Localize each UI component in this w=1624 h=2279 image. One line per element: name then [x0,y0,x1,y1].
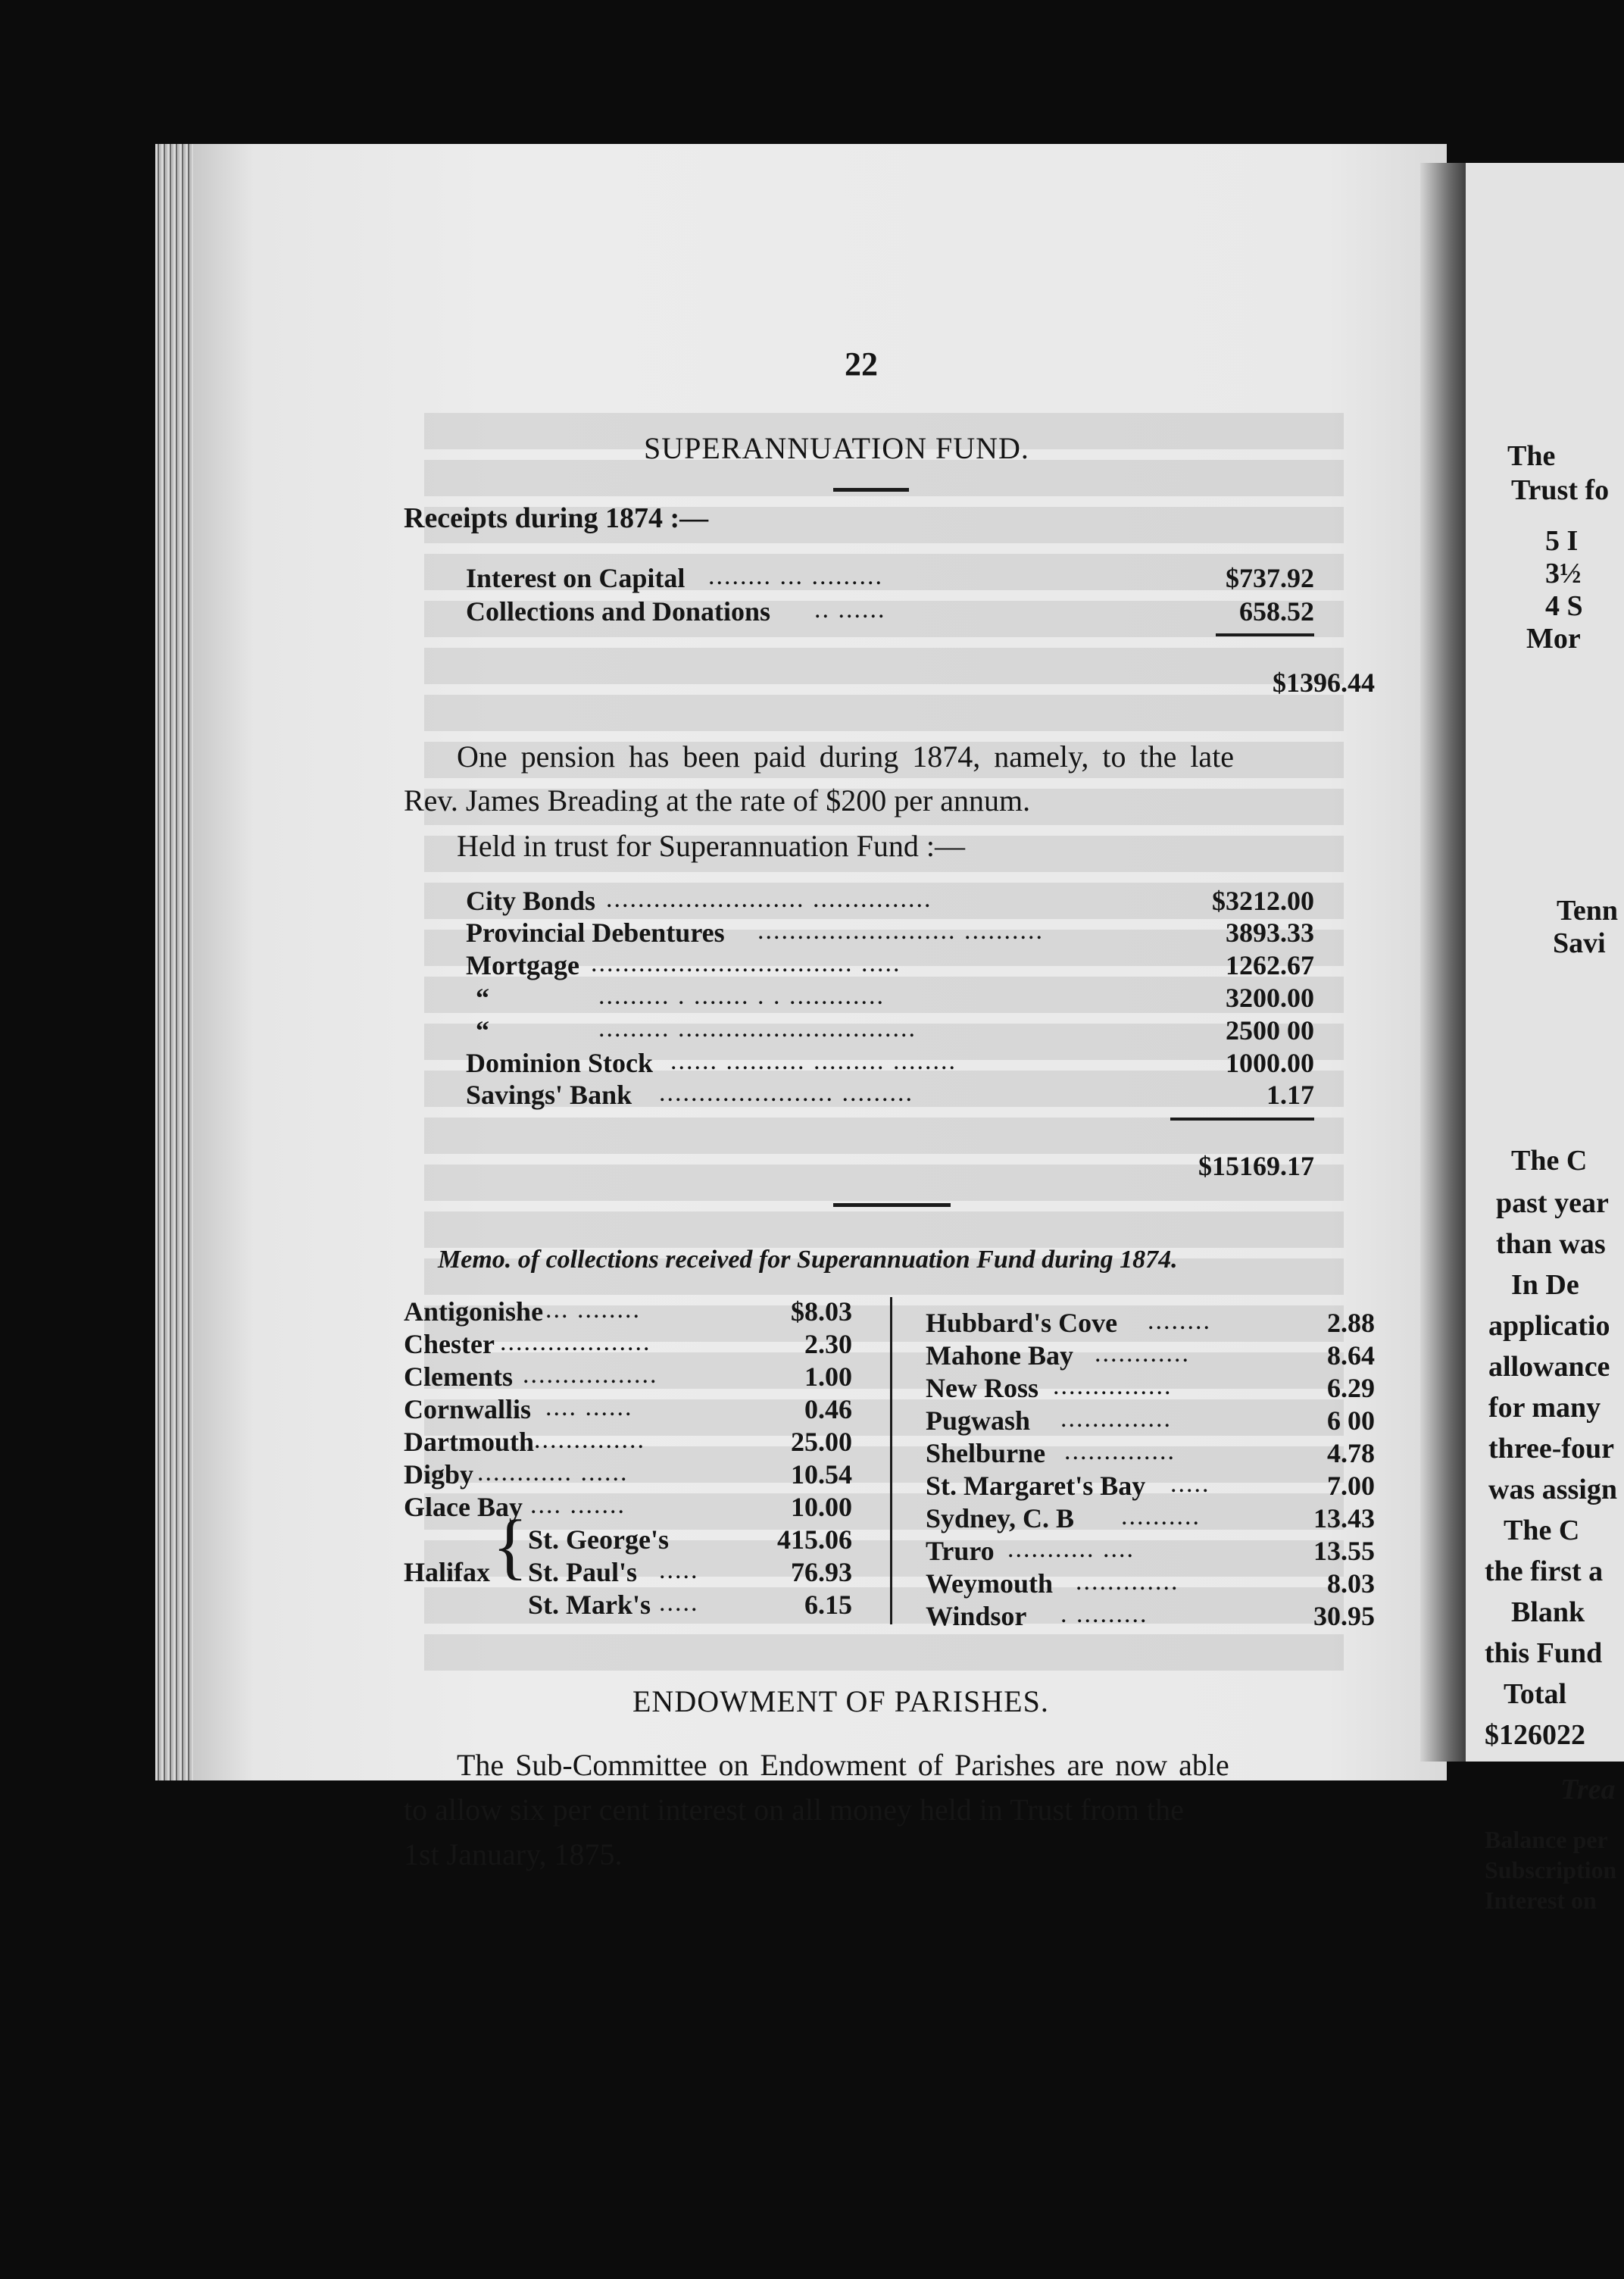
halifax-parish-amount: 6.15 [804,1590,852,1620]
collection-name: Clements [404,1361,513,1392]
collection-amount: 8.03 [1327,1568,1375,1599]
leader-dots: ................................. ..... [591,949,901,977]
halifax-parish-name: St. George's [528,1524,669,1555]
leader-dots: ............... [1053,1372,1173,1400]
right-page-fragment: Interest on [1485,1887,1597,1914]
leader-dots: .............. [1060,1405,1172,1433]
leader-dots: ......................... ............... [606,885,932,913]
collection-amount: 30.95 [1313,1601,1375,1631]
right-page-fragment: for many [1488,1392,1601,1424]
collection-amount: 6 00 [1327,1405,1375,1436]
leader-dots: .............. [534,1426,645,1454]
collection-name: St. Margaret's Bay [926,1471,1146,1501]
right-page-fragment: applicatio [1488,1310,1610,1342]
leader-dots: ...... .......... ......... ........ [670,1047,957,1075]
right-page-fragment: Trea [1560,1774,1616,1805]
holding-label: Provincial Debentures [466,918,725,948]
sum-rule [1170,1118,1314,1121]
holding-amount: $3212.00 [1212,886,1314,916]
section-divider [833,1203,951,1207]
collection-amount: 25.00 [791,1427,852,1457]
section-title-superannuation: SUPERANNUATION FUND. [644,431,1029,465]
leader-dots: ............ ...... [477,1458,629,1487]
right-page-fragment: 3½ [1545,558,1582,589]
leader-dots: ... ........ [545,1296,641,1324]
leader-dots: .............. [1064,1437,1176,1465]
right-page-fragment: Tenn [1557,895,1618,927]
leader-dots: ........ ... ......... [708,562,883,590]
right-page-fragment: this Fund [1485,1637,1603,1669]
leader-dots: ..... [1170,1470,1210,1498]
section-title-endowment: ENDOWMENT OF PARISHES. [632,1684,1049,1718]
right-page-fragment: was assign [1488,1474,1617,1505]
collection-name: Hubbard's Cove [926,1308,1118,1338]
collection-name: Weymouth [926,1568,1054,1599]
endowment-paragraph-line: The Sub-Committee on Endowment of Parishes are now able [457,1748,1229,1782]
halifax-parish-amount: 76.93 [791,1557,852,1587]
collection-amount: 13.55 [1313,1536,1375,1566]
collection-name: Cornwallis [404,1394,532,1424]
collection-name: Pugwash [926,1405,1031,1436]
leader-dots: ........... .... [1007,1535,1135,1563]
holding-label: Savings' Bank [466,1080,632,1110]
right-page-fragment: The [1507,440,1556,472]
leader-dots: ......... . ....... . . ............ [598,982,885,1010]
right-page-fragment: The C [1504,1515,1580,1546]
column-divider [890,1297,892,1624]
right-page-fragment: The C [1511,1145,1588,1177]
leader-dots: .. ...... [814,596,886,624]
title-rule [833,488,909,492]
collection-amount: 8.64 [1327,1340,1375,1371]
holding-amount: 1.17 [1266,1080,1314,1110]
collection-name: New Ross [926,1373,1038,1403]
leader-dots: ......................... .......... [757,917,1044,945]
collection-amount: 13.43 [1313,1503,1375,1533]
right-page-fragment: $126022 [1485,1719,1585,1751]
leader-dots: ............. [1076,1568,1179,1596]
leader-dots: .... ....... [530,1491,626,1519]
right-page-fragment: Savi [1553,927,1606,959]
right-page-fragment: Blank [1511,1596,1585,1628]
right-page-fragment: 4 S [1545,590,1583,622]
holdings-total: $15169.17 [1198,1151,1314,1181]
right-page-fragment: three-four [1488,1433,1615,1465]
receipt-amount: 658.52 [1239,596,1314,627]
leader-dots: .... ...... [545,1393,633,1421]
collection-amount: 4.78 [1327,1438,1375,1468]
right-page-fragment: 5 I [1545,525,1579,557]
leader-dots: ................. [523,1361,658,1389]
collection-amount: 7.00 [1327,1471,1375,1501]
leader-dots: ............ [1095,1340,1190,1368]
collection-amount: 10.54 [791,1459,852,1490]
halifax-label: Halifax [404,1557,490,1587]
holding-amount: 2500 00 [1226,1015,1314,1046]
collection-amount: $8.03 [791,1296,852,1327]
right-page-fragment: Balance per [1485,1826,1608,1853]
memo-heading: Memo. of collections received for Superannuation Fund during 1874. [438,1246,1178,1274]
holding-label: City Bonds [466,886,596,916]
collection-amount: 0.46 [804,1394,852,1424]
collection-name: Shelburne [926,1438,1046,1468]
collection-amount: 6.29 [1327,1373,1375,1403]
holding-label: “ [476,983,489,1013]
receipts-total: $1396.44 [1273,667,1375,698]
receipt-amount: $737.92 [1226,563,1314,593]
holding-amount: 3893.33 [1226,918,1314,948]
right-page-fragment: than was [1496,1228,1606,1260]
right-page-fragment: In De [1511,1269,1579,1301]
right-page-fragment: allowance [1488,1351,1610,1383]
leader-dots: ..... [659,1589,699,1617]
receipts-heading: Receipts during 1874 :— [404,502,709,534]
leader-dots: .......... [1121,1502,1201,1530]
pension-paragraph-line: Rev. James Breading at the rate of $200 per annum. [404,783,1031,818]
collection-name: Digby [404,1459,474,1490]
halifax-brace: { [492,1505,529,1587]
page-number: 22 [845,345,878,383]
leader-dots: ......... .............................. [598,1014,917,1043]
receipt-label: Collections and Donations [466,596,771,627]
holding-label: Dominion Stock [466,1048,654,1078]
held-in-trust-heading: Held in trust for Superannuation Fund :— [457,829,966,863]
halifax-parish-name: St. Paul's [528,1557,638,1587]
collection-name: Dartmouth [404,1427,534,1457]
right-page-fragment: Mor [1526,623,1581,655]
halifax-parish-name: St. Mark's [528,1590,651,1620]
leader-dots: ...................... ......... [659,1079,914,1107]
receipt-label: Interest on Capital [466,563,686,593]
right-page-fragment: Trust fo [1511,474,1610,506]
collection-name: Glace Bay [404,1492,523,1522]
leader-dots: ........ [1148,1307,1211,1335]
endowment-paragraph-line: 1st January, 1875. [404,1837,623,1871]
leader-dots: ................... [500,1328,651,1356]
collection-name: Sydney, C. B [926,1503,1075,1533]
holding-amount: 3200.00 [1226,983,1314,1013]
halifax-parish-amount: 415.06 [777,1524,852,1555]
collection-name: Mahone Bay [926,1340,1074,1371]
right-page-fragment: past year [1496,1187,1609,1219]
holding-label: “ [476,1015,489,1046]
endowment-paragraph-line: to allow six per cent interest on all money held in Trust from the [404,1793,1184,1827]
right-page-fragment: Total [1504,1678,1567,1710]
leader-dots: ..... [659,1556,699,1584]
leader-dots: . ......... [1060,1600,1148,1628]
collection-amount: 1.00 [804,1361,852,1392]
sum-rule [1216,633,1314,636]
pension-paragraph-line: One pension has been paid during 1874, namely, to the late [457,739,1235,774]
right-page-fragment: the first a [1485,1555,1604,1587]
collection-amount: 10.00 [791,1492,852,1522]
collection-amount: 2.30 [804,1329,852,1359]
collection-name: Chester [404,1329,495,1359]
holding-amount: 1262.67 [1226,950,1314,980]
right-page-fragment: Subscription [1485,1856,1617,1884]
holding-label: Mortgage [466,950,579,980]
collection-name: Truro [926,1536,995,1566]
collection-amount: 2.88 [1327,1308,1375,1338]
collection-name: Antigonishe [404,1296,544,1327]
holding-amount: 1000.00 [1226,1048,1314,1078]
collection-name: Windsor [926,1601,1027,1631]
